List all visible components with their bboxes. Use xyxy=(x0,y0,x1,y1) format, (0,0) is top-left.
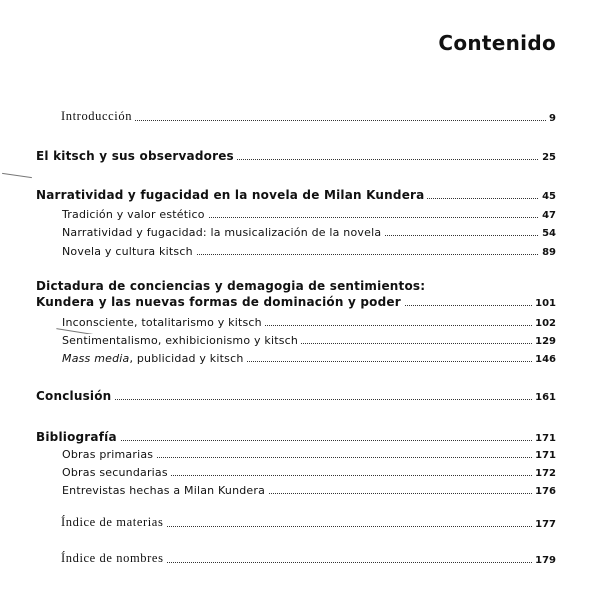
toc-label: El kitsch y sus observadores xyxy=(36,149,237,163)
toc-label: Sentimentalismo, exhibicionismo y kitsch xyxy=(62,334,301,347)
toc-label-rest: , publicidad y kitsch xyxy=(129,352,244,365)
toc-label: Narratividad y fugacidad en la novela de Milan Kundera xyxy=(36,188,427,202)
toc-entry-introduccion[interactable] xyxy=(0,106,600,126)
toc-entry-tradicion[interactable] xyxy=(0,203,600,223)
page-number: 172 xyxy=(532,468,556,479)
page-number: 102 xyxy=(532,318,556,329)
toc-label: Narratividad y fugacidad: la musicalización de la novela xyxy=(62,226,384,239)
toc-label: Obras primarias xyxy=(62,448,156,461)
toc-entry-entrevistas[interactable] xyxy=(0,479,600,499)
page-number: 54 xyxy=(539,228,556,239)
toc-entry-primarias[interactable] xyxy=(0,443,600,463)
toc-label-italic: Mass media xyxy=(62,352,130,365)
page-number: 89 xyxy=(539,247,556,258)
page-number: 101 xyxy=(532,298,556,309)
toc-label-dictadura-line1[interactable]: Dictadura de conciencias y demagogia de sentimientos: xyxy=(36,279,426,293)
page-title: Contenido xyxy=(438,31,556,55)
page-number: 9 xyxy=(546,113,556,124)
scan-mark xyxy=(2,173,32,178)
toc-entry-inconsciente[interactable] xyxy=(0,311,600,331)
page-number: 47 xyxy=(539,210,556,221)
page-number: 179 xyxy=(532,555,556,566)
toc-label xyxy=(62,352,247,365)
page-number: 146 xyxy=(532,354,556,365)
toc-entry-nombres[interactable] xyxy=(0,548,600,568)
toc-entry-novela[interactable] xyxy=(0,240,600,260)
toc-label: Novela y cultura kitsch xyxy=(62,245,196,258)
toc-label: Bibliografía xyxy=(36,430,120,444)
page-number: 129 xyxy=(532,336,556,347)
toc-entry-massmedia[interactable] xyxy=(0,347,600,367)
toc-entry-musicalizacion[interactable] xyxy=(0,221,600,241)
toc-entry-dictadura[interactable] xyxy=(0,291,600,311)
toc-label: Índice de nombres xyxy=(61,551,167,566)
page-number: 171 xyxy=(532,433,556,444)
toc-label: Inconsciente, totalitarismo y kitsch xyxy=(62,316,265,329)
toc-label: Índice de materias xyxy=(61,515,166,530)
toc-entry-kitsch[interactable] xyxy=(0,145,600,165)
page-number: 176 xyxy=(532,486,556,497)
page-number: 25 xyxy=(539,152,556,163)
toc-entry-conclusion[interactable] xyxy=(0,385,600,405)
toc-label: Conclusión xyxy=(36,389,114,403)
toc-label: Kundera y las nuevas formas de dominación y poder xyxy=(36,295,404,309)
toc-label: Tradición y valor estético xyxy=(62,208,208,221)
toc-entry-secundarias[interactable] xyxy=(0,461,600,481)
page-number: 45 xyxy=(539,191,556,202)
page-number: 161 xyxy=(532,392,556,403)
toc-entry-sentimentalismo[interactable] xyxy=(0,329,600,349)
toc-label: Introducción xyxy=(61,109,135,124)
page-number: 171 xyxy=(532,450,556,461)
toc-entry-narratividad[interactable] xyxy=(0,184,600,204)
toc-label: Entrevistas hechas a Milan Kundera xyxy=(62,484,268,497)
page-number: 177 xyxy=(532,519,556,530)
toc-label: Obras secundarias xyxy=(62,466,171,479)
toc-entry-materias[interactable] xyxy=(0,512,600,532)
